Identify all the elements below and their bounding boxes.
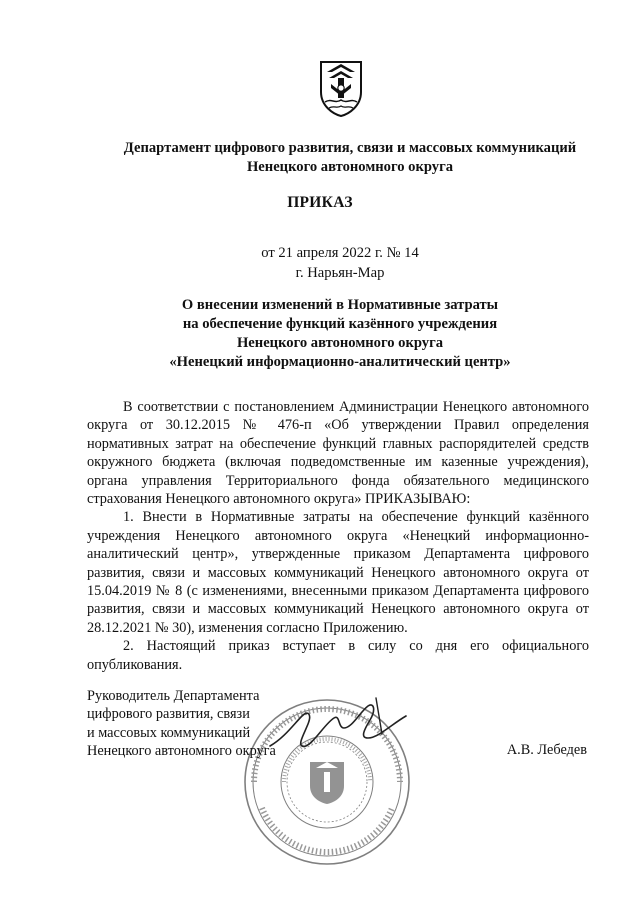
subject-line-4: «Ненецкий информационно-аналитический центр»: [169, 354, 511, 370]
signatory-position: [87, 687, 307, 761]
document-body: [87, 398, 589, 674]
city: г. Нарьян-Мар: [295, 265, 385, 281]
document-type: ПРИКАЗ: [287, 194, 353, 211]
organization-line-2: Ненецкого автономного округа: [246, 159, 454, 175]
position-line-2: цифрового развития, связи: [87, 706, 250, 723]
subject-line-3: Ненецкого автономного округа: [236, 335, 444, 351]
document-meta: [20, 243, 640, 283]
coat-of-arms-emblem: [317, 58, 365, 118]
position-line-4: Ненецкого автономного округа: [87, 743, 276, 760]
position-line-1: Руководитель Департамента: [87, 688, 260, 704]
organization-name: [60, 139, 640, 177]
body-paragraph-2: 1. Внести в Нормативные затраты на обеспечение функций казённого учреждения Ненецкого автономного округа «Ненецкий информационно-аналитический центр», утвержденные приказом Департамента цифрового развития, связи и массовых коммуникаций Ненецкого автономного округа от 15.04.2019 № 8 (с изменениями, внесенными приказом Департамента цифрового развития, связи и массовых коммуникаций Ненецкого автономного округа от 28.12.2021 № 30), изменения согласно Приложению.: [87, 509, 589, 636]
position-line-3: и массовых коммуникаций: [87, 724, 251, 741]
organization-line-1: Департамент цифрового развития, связи и массовых коммуникаций: [123, 140, 577, 156]
signatory-name: А.В. Лебедев: [506, 742, 587, 758]
subject-line-2: на обеспечение функций казённого учреждения: [182, 316, 498, 332]
date-number: от 21 апреля 2022 г. № 14: [261, 245, 419, 261]
body-paragraph-3: 2. Настоящий приказ вступает в силу со дня его официального опубликования.: [87, 638, 589, 673]
body-paragraph-1: В соответствии с постановлением Администрации Ненецкого автономного округа от 30.12.2015 № 476-п «Об утверждении Правил определения нормативных затрат на обеспечение функций главных распорядителей средств окружного бюджета (включая подведомственные им казенные учреждения), органа управления Территориального фонда обязательного медицинского страхования Ненецкого автономного округа» ПРИКАЗЫВАЮ:: [87, 399, 589, 508]
document-subject: [20, 296, 640, 372]
subject-line-1: О внесении изменений в Нормативные затраты: [181, 297, 499, 313]
